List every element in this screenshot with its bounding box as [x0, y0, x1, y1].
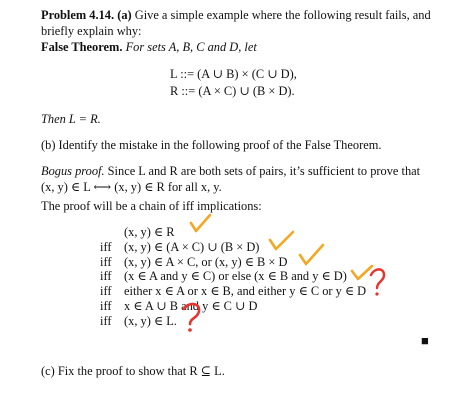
problem-number: Problem 4.14.: [41, 8, 115, 22]
bogus-proof-label: Bogus proof.: [41, 164, 105, 178]
proof-iff: iff: [100, 254, 112, 269]
checkmark-icon: [191, 215, 210, 231]
part-c: (c) Fix the proof to show that R ⊆ L.: [41, 364, 225, 378]
proof-expression: x ∈ A ∪ B and y ∈ C ∪ D: [124, 298, 258, 313]
proof-iff: iff: [100, 313, 112, 328]
proof-iff: iff: [100, 239, 112, 254]
part-b: (b) Identify the mistake in the following proof of the False Theorem.: [41, 138, 382, 152]
false-theorem-label: False Theorem.: [41, 40, 123, 54]
question-mark-icon: [184, 304, 199, 332]
proof-expression: (x, y) ∈ A × C, or (x, y) ∈ B × D: [124, 254, 288, 269]
part-a-text-continued: briefly explain why:: [41, 24, 142, 38]
proof-iff: iff: [100, 284, 112, 299]
proof-expression: (x, y) ∈ R: [124, 225, 175, 239]
chain-intro: The proof will be a chain of iff implications:: [41, 199, 262, 213]
bogus-proof-text: Since L and R are both sets of pairs, it’s sufficient to prove that: [104, 164, 421, 178]
checkmark-icon: [270, 232, 293, 249]
proof-iff: iff: [100, 269, 112, 284]
proof-iff: iff: [100, 298, 112, 313]
false-theorem-text: For sets A, B, C and D, let: [125, 40, 257, 54]
proof-expression: either x ∈ A or x ∈ B, and either y ∈ C or y ∈ D: [124, 284, 367, 299]
proof-expression: (x ∈ A and y ∈ C) or else (x ∈ B and y ∈ D): [124, 269, 347, 284]
definition-L: L ::= (A ∪ B) × (C ∪ D),: [170, 67, 297, 81]
qed-mark: ■: [421, 333, 429, 348]
checkmark-icon: [300, 245, 323, 264]
then-line: Then L = R.: [41, 112, 101, 126]
question-mark-icon: [371, 269, 384, 295]
proof-expression: (x, y) ∈ (A × C) ∪ (B × D): [124, 239, 260, 254]
proof-expression: (x, y) ∈ L.: [124, 313, 177, 328]
part-a-label: (a): [117, 8, 132, 22]
checkmark-icon: [352, 266, 372, 279]
bogus-proof-text-continued: (x, y) ∈ L ⟷ (x, y) ∈ R for all x, y.: [41, 180, 222, 194]
part-a-text: Give a simple example where the following result fails, and: [134, 8, 431, 22]
definition-R: R ::= (A × C) ∪ (B × D).: [170, 84, 295, 98]
